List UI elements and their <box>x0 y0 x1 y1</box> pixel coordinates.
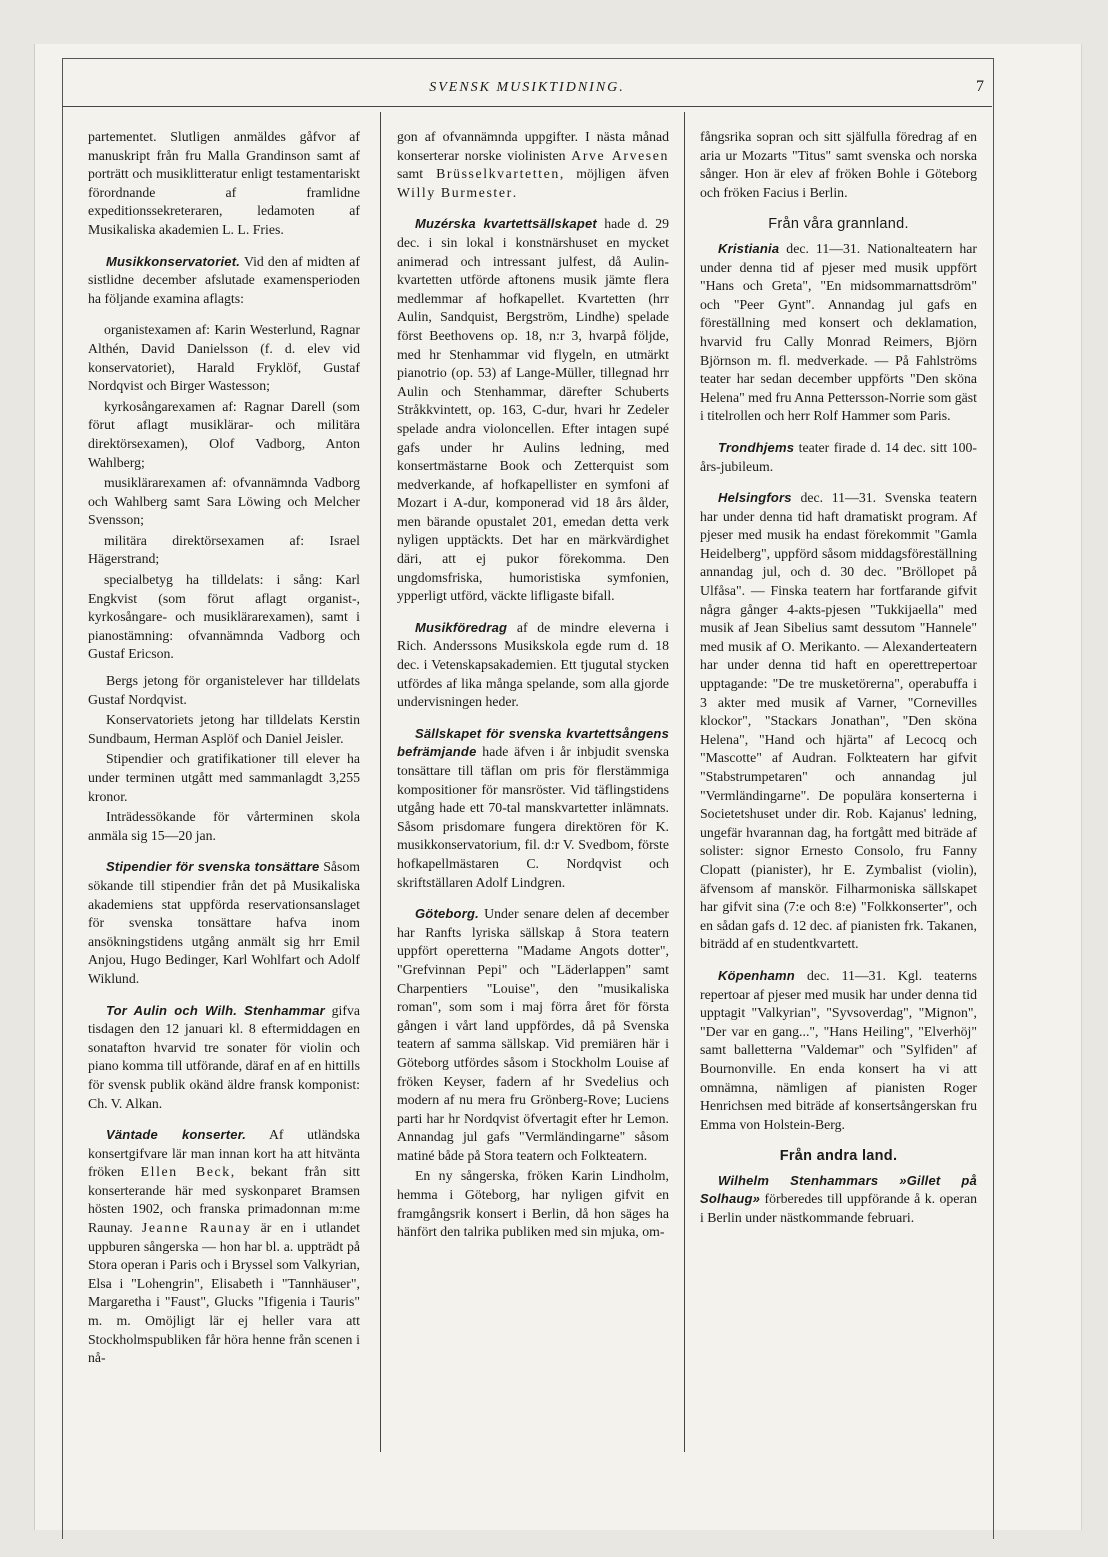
article-stenhammar <box>700 1172 977 1228</box>
paragraph: En ny sångerska, fröken Karin Lindholm, hemma i Göteborg, har nyligen gifvit en framgångsrik konsert i Berlin, då hon säges ha hänfört den talrika publiken med sin mjuka, om- <box>397 1168 669 1240</box>
article-konservatoriet <box>88 253 360 309</box>
paragraph: fångsrika sopran och sitt själfulla föredrag af en aria ur Mozarts "Titus" samt svenska och norska sånger. Hon är elev af fröken Bohle i Göteborg och fröken Facius i Berlin. <box>700 129 977 200</box>
list-item: musiklärarexamen af: ofvannämnda Vadborg och Wahlberg samt Sara Löwing och Melcher Svensson; <box>88 475 360 528</box>
list-item: organistexamen af: Karin Westerlund, Ragnar Althén, David Danielsson (f. d. elev vid konservatoriet), Harald Fryklöf, Gustaf Nordqvist och Birger Wastesson; <box>88 322 360 394</box>
article-text: dec. 11—31. Nationalteatern har under denna tid af pjeser med musik uppfört "Hans och Greta", "En midsommarnattsdröm" och "Peer Gynt". Annandag jul gafs en föreställning med konsert och deklamation, hvarvid fru Cally Monrad Reimers, Björn Björnson m. fl. medverkade. — På Fahlströms teater har sedan december uppförts "Den sköna Helena" med fru Anna Pettersson-Norrie som gäst i titelrollen och herr Rolf Hammer som Paris. <box>700 240 977 424</box>
paragraph: Inträdessökande för vårterminen skola anmäla sig 15—20 jan. <box>88 809 360 843</box>
person-name: Jeanne Raunay <box>141 1220 252 1236</box>
article-text: samt <box>397 166 424 182</box>
article-trondhjems <box>700 439 977 476</box>
article-vantade <box>88 1126 360 1368</box>
column-rule <box>380 112 381 1452</box>
article-musikforedrag <box>397 619 669 712</box>
column-3 <box>700 128 977 1241</box>
article-lede: Tor Aulin och Wilh. Stenhammar <box>106 1002 325 1018</box>
article-text: . <box>512 184 517 200</box>
article-goteborg <box>397 905 669 1165</box>
article-lede: Stipendier för svenska tonsättare <box>106 859 320 875</box>
paragraph: Bergs jetong för organistelever har tilldelats Gustaf Nordqvist. <box>88 673 360 707</box>
paragraph <box>397 128 669 202</box>
article-text: Under senare delen af december har Ranfts lyriska sällskap å Stora teatern uppfört operetterna "Madame Angots dotter", "Grefvinnan Pepi" och "Läderlappen" samt Charpentiers "Louise", den "musikaliska roman", som som i maj förra året för första gången i vårt land uppfördes, då på Svenska teatern af samma sällskap. Vid premiären här i Göteborg utfördes såsom i Stockholm Louise af fröken Keyser, fadern af hr Svedelius och modern af nu mera fru Grönberg-Rove; Luciens parti har hr Nordqvist öfvertagit efter hr Lemon. Annandag jul gafs "Vermländingarne" såsom matiné både på Stora teatern och Folkteatern. <box>397 906 669 1163</box>
article-text: Såsom sökande till stipendier från det på Musikaliska akademiens stat uppförda reservationsanslaget för svenska tonsättare hafva inom ansökningstidens utgång anmält sig hrr Emil Anjou, Hugo Bedinger, Karl Wohlfart och Adolf Wiklund. <box>88 859 360 986</box>
person-name: Willy Burmester <box>397 184 513 200</box>
article-text: teater firade d. 14 dec. sitt 100-års-jubileum. <box>700 439 977 474</box>
paragraph: Stipendier och gratifikationer till elever ha under terminen utgått med sammanlagdt 3,255 kronor. <box>88 751 360 804</box>
article-text: är en i utlandet uppburen sångerska — hon har bl. a. uppträdt på Stora operan i Paris och i Bryssel som Valkyrian, Elsa i "Lohengrin", Elisabeth i "Tannhäuser", Margaretha i "Faust", Glucks "Ifigenia i Tauris" m. m. Omöjligt lär ej heller vara att Stockholmspubliken får höra henne från scenen i nå- <box>88 1220 361 1366</box>
article-aulin <box>88 1002 360 1114</box>
section-heading: Från andra land. <box>779 1148 898 1165</box>
article-lede: Trondhjems <box>718 439 795 455</box>
column-2 <box>397 128 669 1255</box>
article-lede: Muzérska kvartettsällskapet <box>415 216 597 232</box>
paragraph: partementet. Slutligen anmäldes gåfvor af manuskript från fru Malla Grandinson samt af porträtt och musiklitteratur enligt testamentariskt förordnande af framlidne expeditionssekreteraren, ledamoten af Musikaliska akademien L. L. Fries. <box>88 129 360 237</box>
article-lede: Musikföredrag <box>415 619 508 635</box>
article-kristiania <box>700 240 977 426</box>
article-sallskapet <box>397 725 669 892</box>
page-number: 7 <box>976 78 984 95</box>
article-kopenhamn <box>700 967 977 1134</box>
column-rule <box>684 112 685 1452</box>
article-text: Vid den af midten af sistlidne december afslutade examensperioden ha följande examina aflagts: <box>88 253 361 306</box>
article-text: af de mindre eleverna i Rich. Anderssons Musikskola egde rum d. 18 dec. i Vetenskapsakademien. Ett tjugutal stycken utfördes af lika många spelande, som alla gjorde undervisningen heder. <box>397 619 670 710</box>
article-lede: Väntade konserter. <box>106 1127 247 1143</box>
list-item: kyrkosångarexamen af: Ragnar Darell (som förut aflagt musiklärar- och militära direktörsexamen), Olof Vadborg, Anton Wahlberg; <box>88 398 360 470</box>
person-name: Ellen Beck <box>140 1164 231 1180</box>
article-text: dec. 11—31. Kgl. teaterns repertoar af pjeser med musik har under denna tid upptagit "Valkyrian", "Syvsoverdag", "Mignon", "Der var en gang...", "Hans Heiling", "Elverhöj" samt balletterna "Valdemar" och "Sylfiden" af Bournonville. En enda konsert ha vi att omnämna, nämligen af pianisten Roger Henrichsen med biträde af konsertsångerskan fru Emma von Holstein-Berg. <box>700 967 977 1132</box>
article-tonsattare <box>88 858 360 988</box>
article-lede: Sällskapet för svenska kvartettsångens befrämjande <box>397 725 669 760</box>
article-text: förberedes till uppförande å k. operan i Berlin under nästkommande februari. <box>700 1191 977 1226</box>
article-text: hade d. 29 dec. i sin lokal i konstnärshuset en mycket animerad och intressant julfest, då Aulin-kvartetten utförde aftonens musik jämte flera medlemmar af hofkapellet. Kvartetten (hrr Aulin, Sandquist, Bergström, Lindhe) spelade först Beethovens op. 18, n:r 3, hvarpå följde, med hr Stenhammar vid flygeln, en utmärkt pianotrio (op. 53) af Lange-Müller, tillegnad hrr Aulin och Stenhammar, därefter Schuberts Stråkkvintett, op. 163, C-dur, hvari hr Zedeler spelade andra violoncellen. Efter intagen supé gafs under hr Aulins ledning, med konsertmästarne Book och Zetterquist som medverkande, af hofkapellister en symfoni af Mozart i A-dur, komponerad vid 18 års ålder, men bärande opustalet 201, emedan detta verk nyligen upptäckts. Det har en märkvärdighet däri, att ej pukor förekomma. Den ungdomsfriska, humoristiska symfonien, ypperligt utförd, väckte lifligaste bifall. <box>397 216 669 604</box>
article-muzerska <box>397 215 669 605</box>
section-heading: Från våra grannland. <box>768 216 909 233</box>
journal-title: SVENSK MUSIKTIDNING. <box>429 80 625 95</box>
list-item: militära direktörsexamen af: Israel Hägerstrand; <box>88 532 360 567</box>
running-header <box>62 76 992 107</box>
article-text: , möjligen äfven <box>559 166 669 182</box>
exam-list <box>88 321 360 664</box>
column-1 <box>88 128 360 1381</box>
article-lede: Wilhelm Stenhammars »Gillet på Solhaug» <box>700 1172 977 1207</box>
article-lede: Göteborg. <box>415 906 479 922</box>
article-text: , bekant från sitt konserterande här med syskonparet Bramsen hösten 1902, och franska primadonnan m:me Raunay. <box>88 1164 360 1236</box>
article-text: Af utländska konsertgifvare lär man innan kort ha att hitvänta fröken <box>88 1127 360 1180</box>
article-lede: Köpenhamn <box>718 967 795 983</box>
paragraph: Konservatoriets jetong har tilldelats Kerstin Sundbaum, Herman Asplöf och Daniel Jeisler. <box>88 712 360 746</box>
article-text: hade äfven i år inbjudit svenska tonsättare till täflan om pris för flerstämmiga kompositioner för mansröster. Vid täflingstidens utgång hade ett 70-tal manskvartetter inlämnats. Såsom prisdomare fungera direktören för K. musikkonservatorium, fil. d:r V. Svedbom, förste hofkapellmästaren C. Nordqvist och skriftställaren Adolf Lindgren. <box>397 744 669 890</box>
person-name: Arve Arvesen <box>571 147 669 163</box>
article-helsingfors <box>700 489 977 954</box>
article-text: gon af ofvannämnda uppgifter. I nästa månad konserterar norske violinisten <box>397 129 669 163</box>
article-lede: Kristiania <box>718 240 780 256</box>
ensemble-name: Brüsselkvartetten <box>436 166 560 182</box>
article-lede: Musikkonservatoriet. <box>106 253 241 269</box>
list-item: specialbetyg ha tilldelats: i sång: Karl Engkvist (som förut aflagt organist-, kyrkosångare- och musiklärarexamen), samt i pianostämning: ofvannämnda Vadborg och Gustaf Ericson. <box>88 572 360 662</box>
article-text: gifva tisdagen den 12 januari kl. 8 eftermiddagen en sonatafton hvarvid tre sonater för violin och piano komma till utförande, däraf en af en hittills för svensk publik okänd äldre fransk komponist: Ch. V. Alkan. <box>88 1002 360 1111</box>
article-lede: Helsingfors <box>718 490 792 506</box>
article-text: dec. 11—31. Svenska teatern har under denna tid haft dramatiskt program. Af pjeser med musik ha endast förekommit "Gamla Heidelberg", uppförd såsom middagsföreställning annandag jul, och d. 30 dec. "Bröllopet på Ulfåsa". — Finska teatern har fortfarande gifvit några gånger 4-akts-pjesen "Tukkijaella" med musik af Jean Sibelius samt dessutom "Hannele" med musik af O. Merikanto. — Alexanderteatern har under denna tid haft en operettrepertoar upptagande: "De tre musketörerna", operabuffa i 3 akter med musik af Varner, "Cornevilles klockor", "Stackars Jonathan", "Den sköna Helena", "Hand och hjärta" af Lecocq och "Mascotte" af Audran. Folkteatern har gifvit "Stabstrumpetaren" och annandag jul "Vermländingarne". De populära konserterna i Societetshuset under dir. Rob. Kajanus' ledning, ungefär hvarannan dag, ha fortgått med biträde af solister: signor Ernesto Consolo, fru Fanny Clopatt (pianister), hr E. Zymbalist (violin), äfvensom af manskör. Filharmoniska sällskapet har gifvit sina (7:e och 8:e) "Folkkonserter", och en sådan gafs d. 12 dec. af pianisten frk. Takanen, biträdd af en studentkvartett. <box>700 490 977 952</box>
